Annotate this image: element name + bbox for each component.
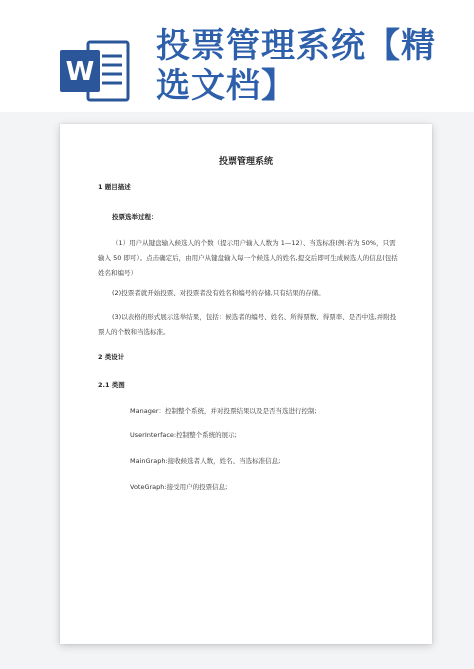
class-userinterface: UserInterface:控制整个系统的展示;	[130, 431, 237, 439]
paragraph-1: （1）用户从键盘输入候选人的个数（提示用户输入人数为 1—12）、当选标准(例:若为 50%，只需输入 50 即可）。点击确定后，由用户从键盘输入每一个候选人的姓名,提交后即可生成候选人的信息(包括姓名和编号）	[98, 239, 398, 277]
class-manager: Manager：控制整个系统，并对投票结果以及是否当选进行控制;	[130, 407, 317, 415]
section-heading-2: 2 类设计	[98, 353, 125, 361]
document-title: 投票管理系统【精选文档】	[156, 26, 436, 106]
section-heading-2-1: 2.1 类图	[98, 381, 125, 389]
word-document-icon	[58, 36, 132, 106]
paragraph-2: (2)投票者就开始投票、对投票者没有姓名和编号的存储,只有结果的存储。	[112, 289, 325, 297]
document-header	[0, 0, 474, 112]
page-title: 投票管理系统	[218, 157, 273, 167]
svg-text:W: W	[65, 57, 95, 87]
subheading-voting-process: 投票选举过程：	[112, 213, 158, 221]
class-maingraph: MainGraph:接收候选者人数，姓名、当选标准信息;	[130, 457, 281, 465]
class-votegraph: VoteGraph:接受用户的投票信息;	[130, 483, 228, 491]
paragraph-3: (3)以表格的形式展示选举结果，包括：候选者的编号、姓名、所得票数、得票率、是否中选,并附投票人的个数和当选标准。	[98, 313, 397, 336]
document-page	[60, 124, 432, 644]
section-heading-1: 1 题目描述	[98, 183, 131, 191]
